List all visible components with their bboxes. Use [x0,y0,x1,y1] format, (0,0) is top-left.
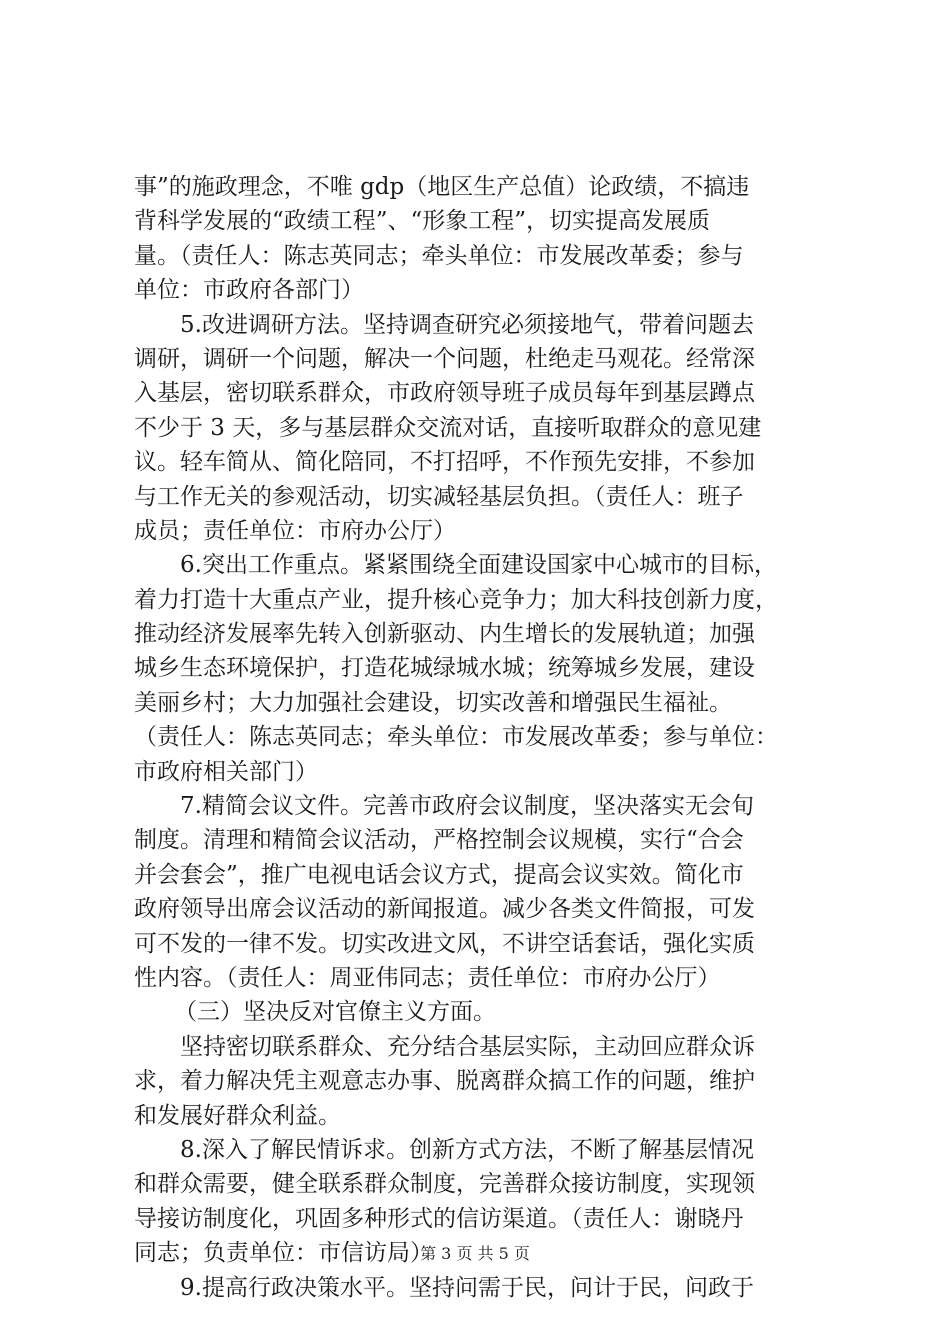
text-line: 性内容。（责任人：周亚伟同志；责任单位：市府办公厅） [134,964,721,991]
text-line: 制度。清理和精简会议活动，严格控制会议规模，实行“合会 [134,827,744,854]
text-line: 成员；责任单位：市府办公厅） [134,517,456,544]
text-line: 5.改进调研方法。坚持调查研究必须接地气，带着问题去 [180,311,754,338]
text-line: 8.深入了解民情诉求。创新方式方法，不断了解基层情况 [180,1136,754,1163]
text-line: 推动经济发展率先转入创新驱动、内生增长的发展轨道；加强 [134,621,755,648]
text-line: 坚持密切联系群众、充分结合基层实际，主动回应群众诉 [180,1033,755,1060]
text-line: 求，着力解决凭主观意志办事、脱离群众搞工作的问题，维护 [134,1068,755,1095]
text-line: 和群众需要，健全联系群众制度，完善群众接访制度，实现领 [134,1171,755,1198]
text-line: 不少于 3 天，多与基层群众交流对话，直接听取群众的意见建 [134,414,762,441]
text-line: 同志；负责单位：市信访局） [134,1240,433,1267]
text-line: 与工作无关的参观活动，切实减轻基层负担。（责任人：班子 [134,483,744,510]
text-line: 市政府相关部门） [134,758,318,785]
text-line: （责任人：陈志英同志；牵头单位：市发展改革委；参与单位： [134,724,778,751]
text-line: 单位：市政府各部门） [134,277,364,304]
text-line: 6.突出工作重点。紧紧围绕全面建设国家中心城市的目标， [180,552,777,579]
text-line: 7.精简会议文件。完善市政府会议制度，坚决落实无会旬 [180,793,754,820]
text-line: 事”的施政理念，不唯 gdp（地区生产总值）论政绩，不搞违 [134,174,750,200]
text-line: 9.提高行政决策水平。坚持问需于民，问计于民，问政于 [180,1274,754,1301]
text-line: 和发展好群众利益。 [134,1102,341,1129]
text-line: 量。（责任人：陈志英同志；牵头单位：市发展改革委；参与 [134,242,744,269]
text-line: 议。轻车简从、简化陪同，不打招呼，不作预先安排，不参加 [134,449,755,476]
text-line: 城乡生态环境保护，打造花城绿城水城；统筹城乡发展，建设 [134,655,755,682]
text-line: 政府领导出席会议活动的新闻报道。减少各类文件简报，可发 [134,896,755,923]
text-line: 入基层，密切联系群众，市政府领导班子成员每年到基层蹲点 [134,380,755,407]
page-number-footer: 第 3 页 共 5 页 [420,1244,530,1263]
text-line: （三）坚决反对官僚主义方面。 [174,999,496,1026]
text-line: 调研，调研一个问题，解决一个问题，杜绝走马观花。经常深 [134,345,755,372]
text-line: 并会套会”，推广电视电话会议方式，提高会议实效。简化市 [134,861,744,888]
text-line: 背科学发展的“政绩工程”、“形象工程”，切实提高发展质 [134,208,711,235]
text-line: 导接访制度化，巩固多种形式的信访渠道。（责任人：谢晓丹 [134,1205,744,1232]
text-line: 美丽乡村；大力加强社会建设，切实改善和增强民生福祉。 [134,689,732,716]
text-line: 着力打造十大重点产业，提升核心竞争力；加大科技创新力度， [134,586,778,613]
text-line: 可不发的一律不发。切实改进文风，不讲空话套话，强化实质 [134,930,755,957]
document-body [134,170,834,1305]
